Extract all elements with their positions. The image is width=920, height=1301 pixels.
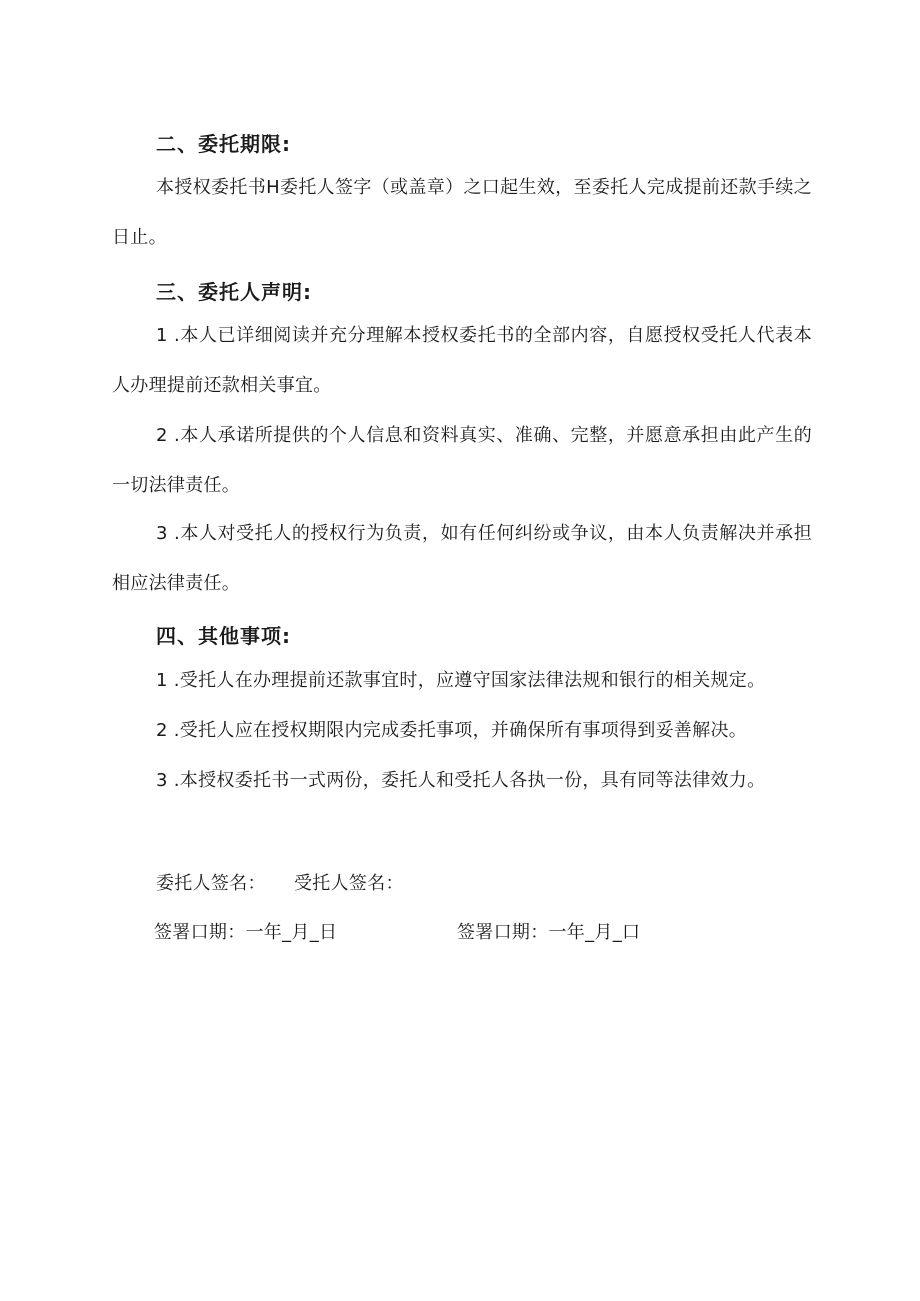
section-3-item-2: 2 .本人承诺所提供的个人信息和资料真实、准确、完整，并愿意承担由此产生的一切法律责任。 xyxy=(112,425,812,496)
section-4-item-3: 3 .本授权委托书一式两份，委托人和受托人各执一份，具有同等法律效力。 xyxy=(156,770,766,791)
section-4-item-1: 1 .受托人在办理提前还款事宜时，应遵守国家法律法规和银行的相关规定。 xyxy=(156,670,766,691)
section-4-item-2: 2 .受托人应在授权期限内完成委托事项，并确保所有事项得到妥善解决。 xyxy=(156,720,748,741)
section-2-heading: 二、委托期限: xyxy=(156,132,291,156)
agent-signature-label: 受托人签名： xyxy=(294,873,404,894)
section-2-text: 本授权委托书H委托人签字（或盖章）之口起生效，至委托人完成提前还款手续之日止。 xyxy=(112,177,812,248)
section-3-item-1: 1 .本人已详细阅读并充分理解本授权委托书的全部内容，自愿授权受托人代表本人办理提前还款相关事宜。 xyxy=(112,325,812,396)
principal-sign-date: 签署口期：一年_月_日 xyxy=(154,922,338,943)
section-3-heading: 三、委托人声明: xyxy=(156,280,312,304)
section-4-heading: 四、其他事项: xyxy=(156,624,291,648)
principal-signature-label: 委托人签名： xyxy=(156,873,266,894)
section-3-item-3: 3 .本人对受托人的授权行为负责，如有任何纠纷或争议，由本人负责解决并承担相应法律责任。 xyxy=(112,523,812,594)
agent-sign-date: 签署口期：一年_月_口 xyxy=(457,922,641,943)
